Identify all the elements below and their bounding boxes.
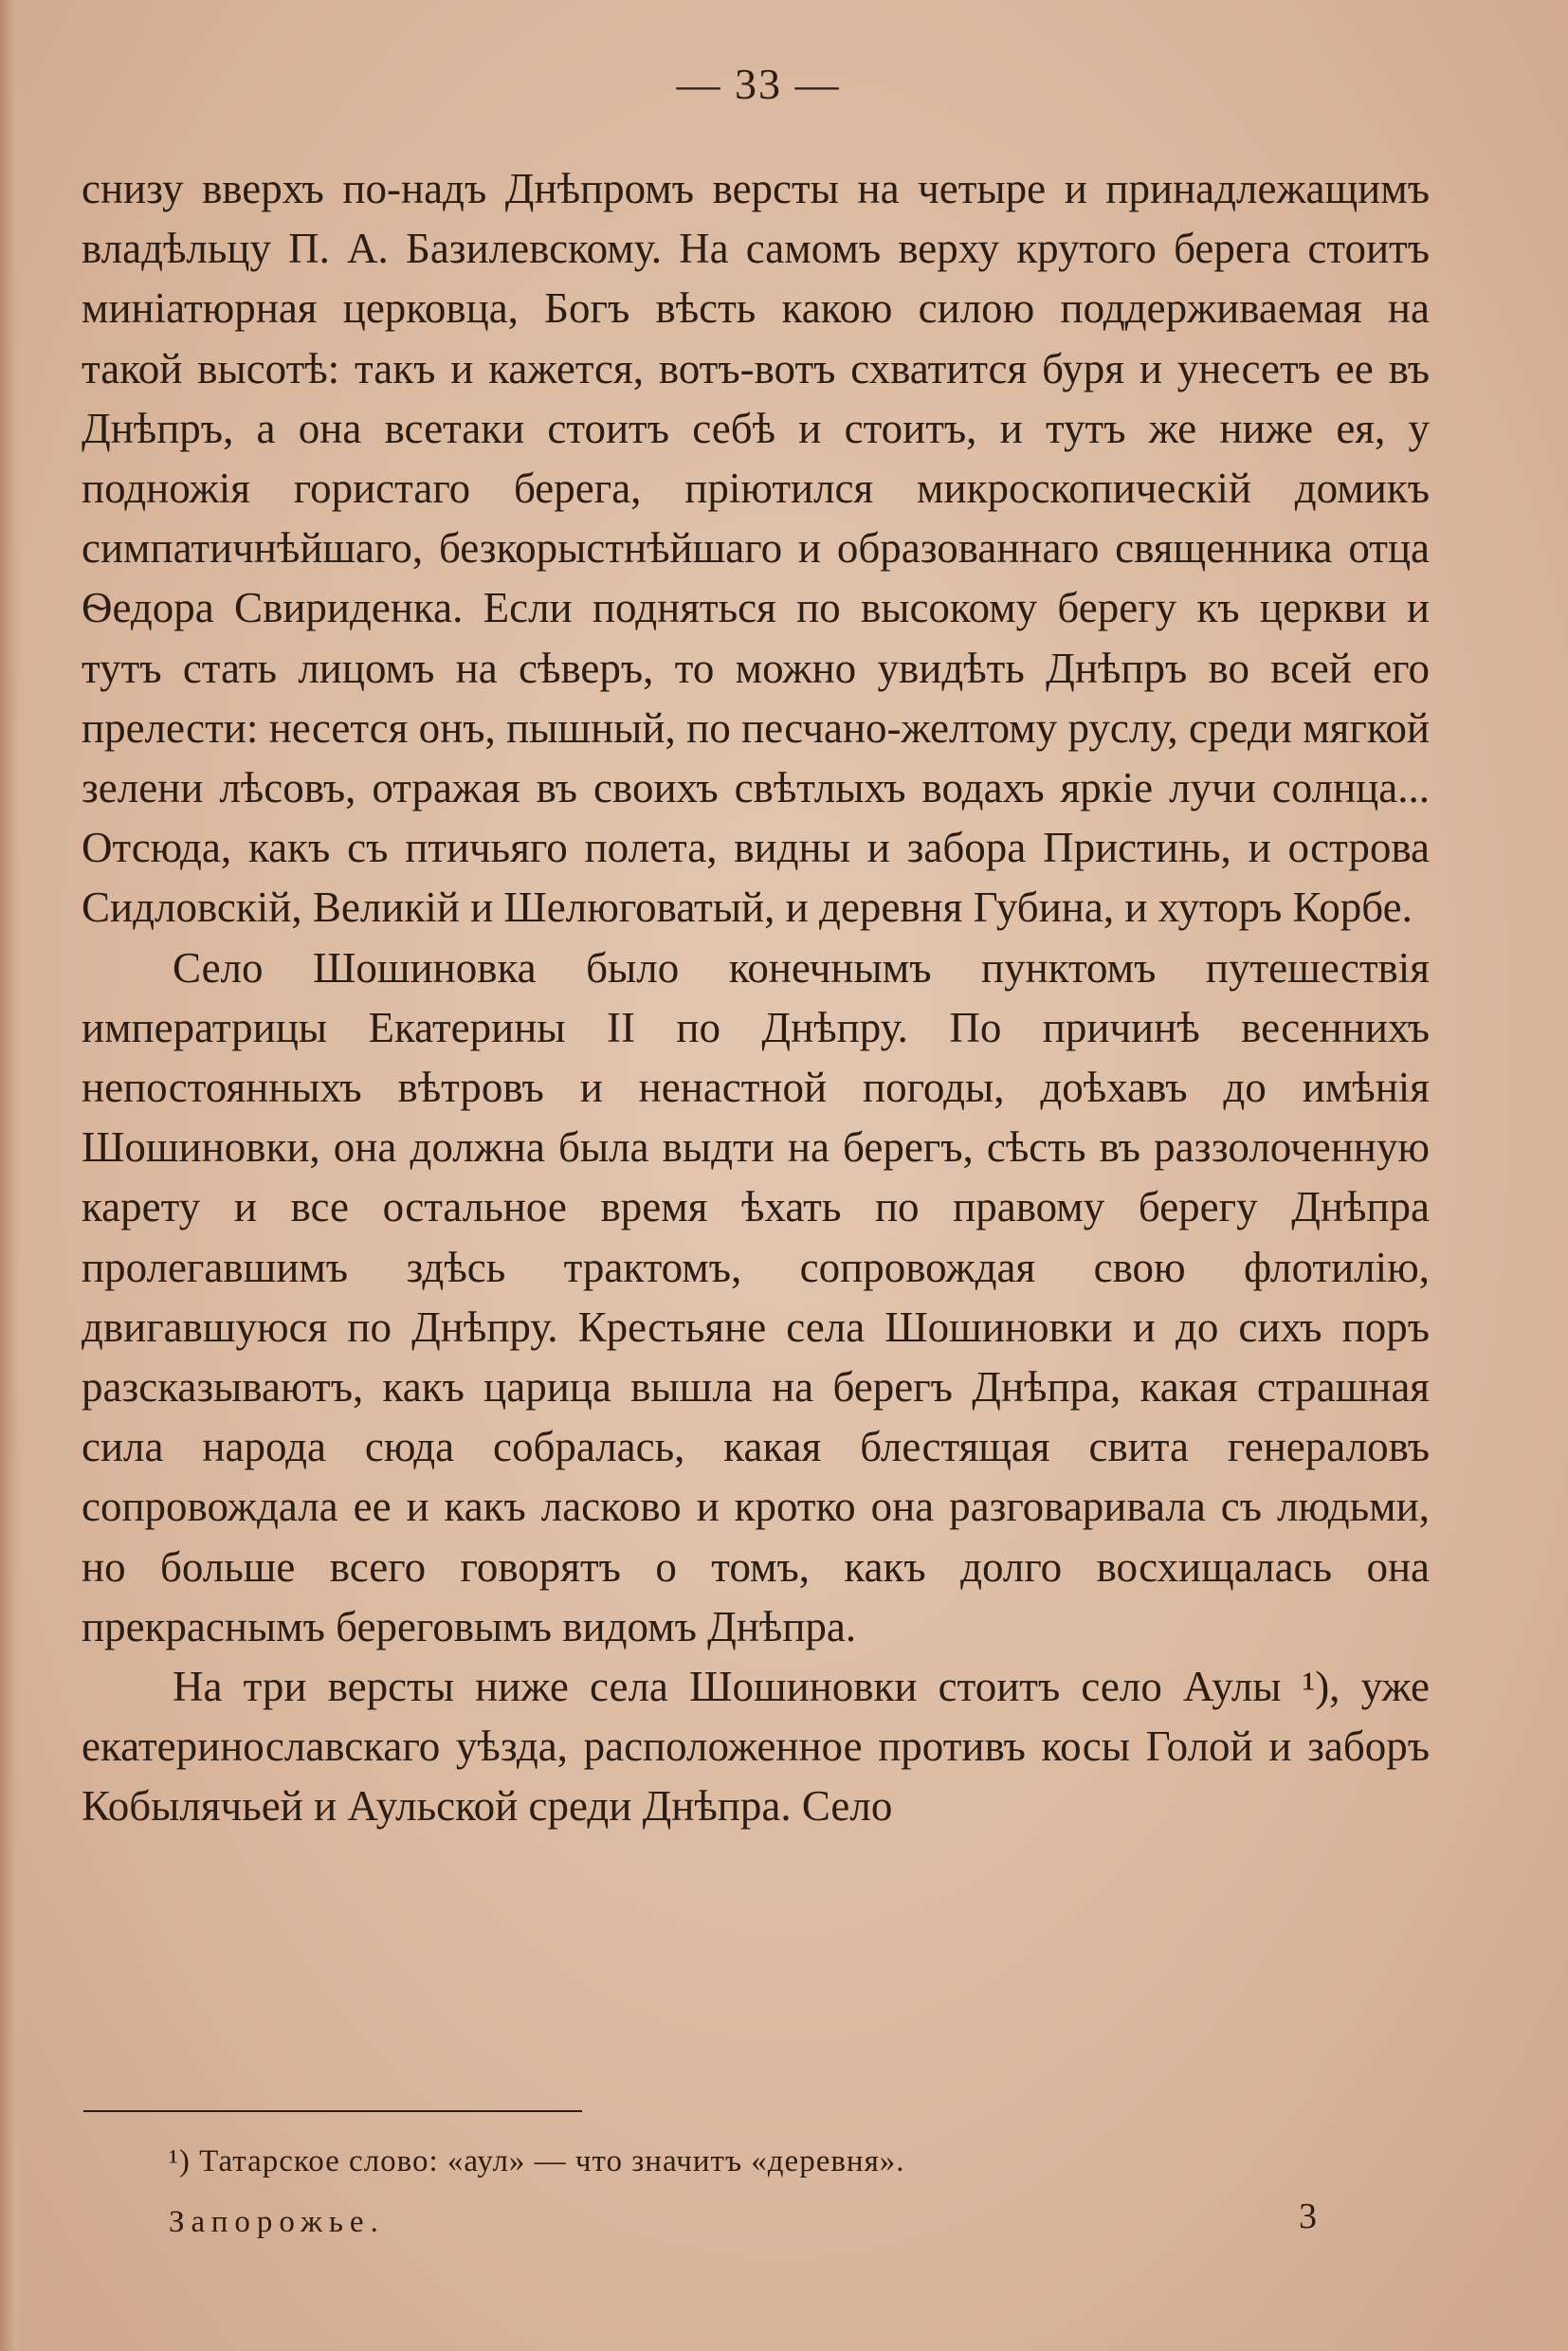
page-binding-edge: [0, 0, 21, 2351]
footnote-rule: [83, 2110, 582, 2112]
paragraph-2: Село Шошиновка было конечнымъ пунктомъ путешествія императрицы Екатерины II по Днѣпру. По причинѣ весеннихъ непостоянныхъ вѣтровъ и ненастной погоды, доѣхавъ до имѣнія Шошиновки, она должна была выдти на берегъ, сѣсть въ раззолоченную карету и все остальное время ѣхать по правому берегу Днѣпра пролегавшимъ здѣсь трактомъ, сопровождая свою флотилію, двигавшуюся по Днѣпру. Крестьяне села Шошиновки и до сихъ поръ разсказываютъ, какъ царица вышла на берегъ Днѣпра, какая страшная сила народа сюда собралась, какая блестящая свита генераловъ сопровождала ее и какъ ласково и кротко она разговаривала съ людьми, но больше всего говорятъ о томъ, какъ долго восхищалась она прекраснымъ береговымъ видомъ Днѣпра.: [82, 943, 1430, 1650]
page-number: — 33 —: [676, 60, 841, 108]
footnote-marker: ¹): [169, 2144, 191, 2178]
body-text: [82, 159, 1430, 1837]
footnote-text: Татарское слово: «аул» — что значитъ «деревня».: [199, 2144, 905, 2178]
paragraph-3: На три версты ниже села Шошиновки стоитъ село Аулы ¹), уже екатеринославскаго уѣзда, расположенное противъ косы Голой и заборъ Кобылячьей и Аульской среди Днѣпра. Село: [82, 1663, 1430, 1831]
signature-mark: 3: [1299, 2196, 1317, 2236]
footnote: [169, 2144, 905, 2179]
paragraph-1: снизу вверхъ по-надъ Днѣпромъ версты на четыре и принадлежащимъ владѣльцу П. А. Базилевскому. На самомъ верху крутого берега стоитъ миніатюрная церковца, Богъ вѣсть какою силою поддерживаемая на такой высотѣ: такъ и кажется, вотъ-вотъ схватится буря и унесетъ ее въ Днѣпръ, а она всетаки стоитъ себѣ и стоитъ, и тутъ же ниже ея, у подножія гористаго берега, пріютился микроскопическій домикъ симпатичнѣйшаго, безкорыстнѣйшаго и образованнаго священника отца Ѳедора Свириденка. Если подняться по высокому берегу къ церкви и тутъ стать лицомъ на сѣверъ, то можно увидѣть Днѣпръ во всей его прелести: несется онъ, пышный, по песчано-желтому руслу, среди мягкой зелени лѣсовъ, отражая въ своихъ свѣтлыхъ водахъ яркіе лучи солнца... Отсюда, какъ съ птичьяго полета, видны и забора Пристинь, и острова Сидловскій, Великій и Шелюговатый, и деревня Губина, и хуторъ Корбе.: [82, 165, 1430, 932]
running-footer-title: Запорожье.: [169, 2205, 385, 2239]
